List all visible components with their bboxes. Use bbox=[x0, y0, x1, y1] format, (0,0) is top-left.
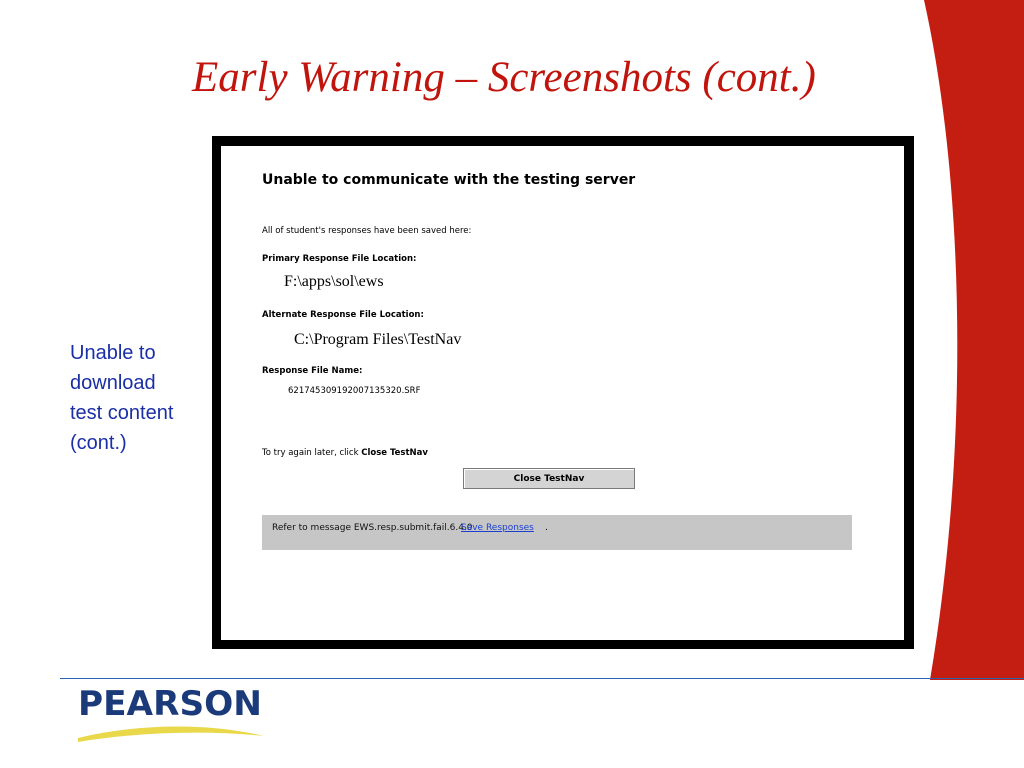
side-note-line: download bbox=[70, 372, 156, 394]
message-bar bbox=[262, 515, 852, 550]
side-note-line: test content bbox=[70, 402, 174, 424]
retry-prefix: To try again later, click bbox=[262, 448, 362, 458]
error-heading: Unable to communicate with the testing server bbox=[262, 172, 636, 188]
response-file-name-label: Response File Name: bbox=[262, 366, 363, 376]
save-responses-link[interactable]: Save Responses bbox=[461, 523, 534, 533]
primary-location-label: Primary Response File Location: bbox=[262, 254, 417, 264]
logo-swoosh bbox=[78, 726, 264, 742]
close-testnav-button[interactable]: Close TestNav bbox=[463, 468, 635, 489]
primary-location-value: F:\apps\sol\ews bbox=[284, 273, 384, 290]
side-note-line: Unable to bbox=[70, 342, 156, 364]
error-screen bbox=[221, 146, 904, 640]
response-file-name-value: 621745309192007135320.SRF bbox=[288, 386, 421, 396]
message-text: Refer to message EWS.resp.submit.fail.6.4.0 bbox=[272, 523, 473, 533]
retry-instruction bbox=[262, 448, 428, 458]
footer-divider bbox=[60, 678, 1024, 679]
saved-text: All of student's responses have been saved here: bbox=[262, 226, 472, 236]
pearson-logo bbox=[76, 682, 276, 746]
side-note bbox=[70, 338, 200, 458]
message-suffix: . bbox=[545, 523, 548, 533]
retry-bold: Close TestNav bbox=[361, 448, 428, 458]
alternate-location-label: Alternate Response File Location: bbox=[262, 310, 424, 320]
slide-title: Early Warning – Screenshots (cont.) bbox=[192, 54, 816, 101]
side-note-line: (cont.) bbox=[70, 432, 127, 454]
pearson-logo-text: PEARSON bbox=[78, 684, 262, 724]
screenshot-frame bbox=[212, 136, 914, 649]
alternate-location-value: C:\Program Files\TestNav bbox=[294, 331, 462, 348]
